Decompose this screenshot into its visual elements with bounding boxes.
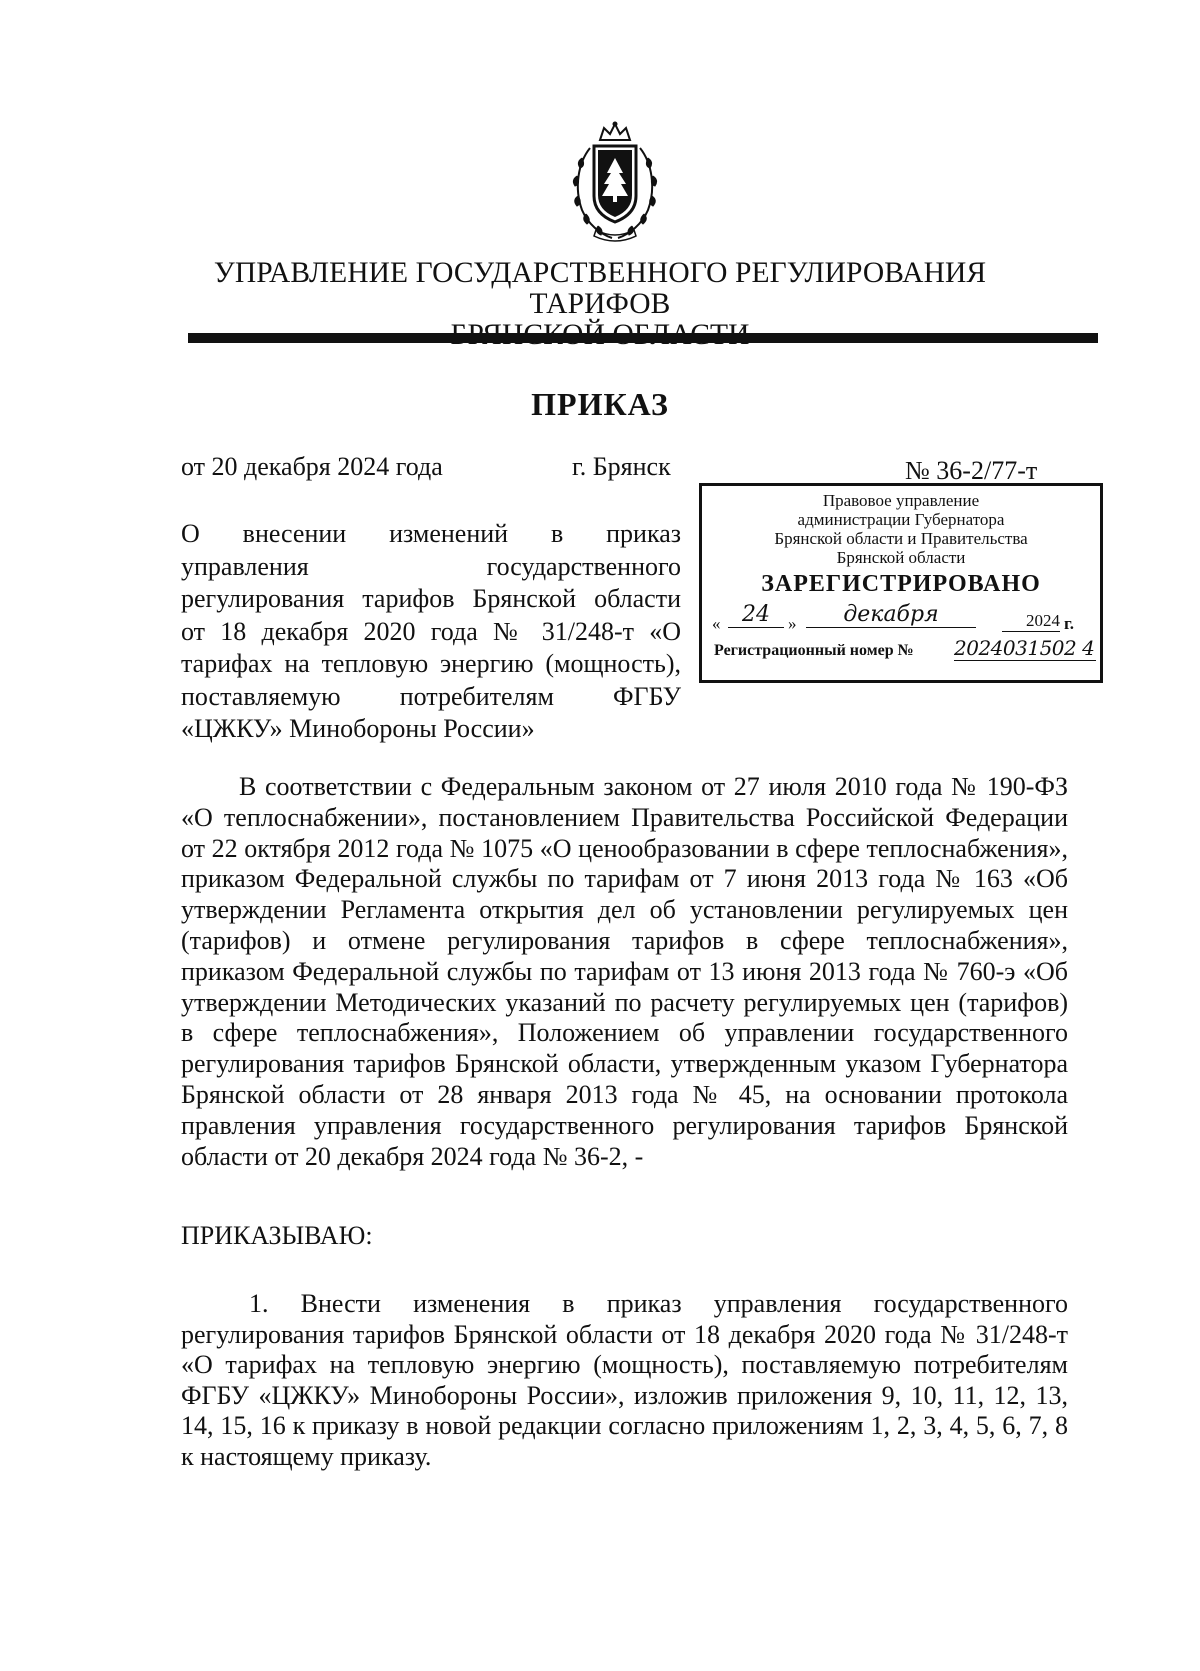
organization-name-line-1: УПРАВЛЕНИЕ ГОСУДАРСТВЕННОГО РЕГУЛИРОВАНИЯ ТАРИФОВ bbox=[213, 257, 987, 320]
document-number: № 36-2/77-т bbox=[905, 456, 1038, 485]
document-title: ПРИКАЗ bbox=[531, 386, 669, 422]
subject-line: регулирования тарифов Брянской области bbox=[181, 584, 681, 613]
document-subject bbox=[181, 518, 681, 746]
stamp-reg-label: Регистрационный номер № bbox=[714, 642, 914, 659]
basis-paragraph: В соответствии с Федеральным законом от 27 июля 2010 года № 190-ФЗ «О теплоснабжении», постановлением Правительства Российской Федерации от 22 октября 2012 года № 1075 «О ценообразовании в сфере теплоснабжения», приказом Федеральной службы по тарифам от 7 июня 2013 года № 163 «Об утверждении Регламента открытия дел об установлении регулируемых цен (тарифов) и отмене регулирования тарифов в сфере теплоснабжения», приказом Федеральной службы по тарифам от 13 июня 2013 года № 760-э «Об утверждении Методических указаний по расчету регулируемых цен (тарифов) в сфере теплоснабжения», Положением об управлении государственного регулирования тарифов Брянской области, утвержденным указом Губернатора Брянской области от 28 января 2013 года № 45, на основании протокола правления управления государственного регулирования тарифов Брянской области от 20 декабря 2024 года № 36-2, - bbox=[181, 772, 1068, 1171]
stamp-line-4: Брянской области bbox=[836, 548, 966, 567]
subject-line: «ЦЖКУ» Минобороны России» bbox=[181, 714, 535, 743]
stamp-line-1: Правовое управление bbox=[822, 491, 980, 510]
order-item-1: 1. Внести изменения в приказ управления государственного регулирования тарифов Брянской области от 18 декабря 2020 года № 31/248-т «О тарифах на тепловую энергию (мощность), поставляемую потребителям ФГБУ «ЦЖКУ» Минобороны России», изложив приложения 9, 10, 11, 12, 13, 14, 15, 16 к приказу в новой редакции согласно приложениям 1, 2, 3, 4, 5, 6, 7, 8 к настоящему приказу. bbox=[181, 1289, 1068, 1471]
stamp-day: 24 bbox=[728, 602, 784, 628]
document-city: г. Брянск bbox=[572, 452, 671, 481]
stamp-registered-label: ЗАРЕГИСТРИРОВАНО bbox=[761, 571, 1041, 597]
stamp-reg-number: 2024031502 4 bbox=[954, 636, 1095, 660]
subject-line: тарифах на тепловую энергию (мощность), bbox=[181, 649, 681, 678]
order-word: ПРИКАЗЫВАЮ: bbox=[181, 1221, 373, 1250]
stamp-line-3: Брянской области и Правительства bbox=[774, 529, 1028, 548]
header-divider bbox=[188, 333, 1098, 343]
coat-of-arms-icon bbox=[560, 118, 670, 246]
stamp-month: декабря bbox=[806, 602, 976, 628]
stamp-line-2: администрации Губернатора bbox=[797, 510, 1005, 529]
stamp-quote-close: » bbox=[788, 614, 797, 633]
subject-line: управления государственного bbox=[181, 551, 681, 581]
stamp-quote-open: « bbox=[712, 614, 721, 633]
stamp-date bbox=[702, 600, 1100, 636]
stamp-year-suffix: г. bbox=[1064, 614, 1075, 633]
subject-line: от 18 декабря 2020 года № 31/248-т «О bbox=[181, 616, 681, 646]
stamp-registration-number bbox=[702, 636, 1100, 664]
document-date: от 20 декабря 2024 года bbox=[181, 452, 443, 481]
subject-line: О внесении изменений в приказ bbox=[181, 519, 681, 548]
subject-line: поставляемую потребителям ФГБУ bbox=[181, 681, 681, 711]
stamp-year: 2024 bbox=[1002, 602, 1060, 632]
registration-stamp bbox=[699, 483, 1103, 683]
